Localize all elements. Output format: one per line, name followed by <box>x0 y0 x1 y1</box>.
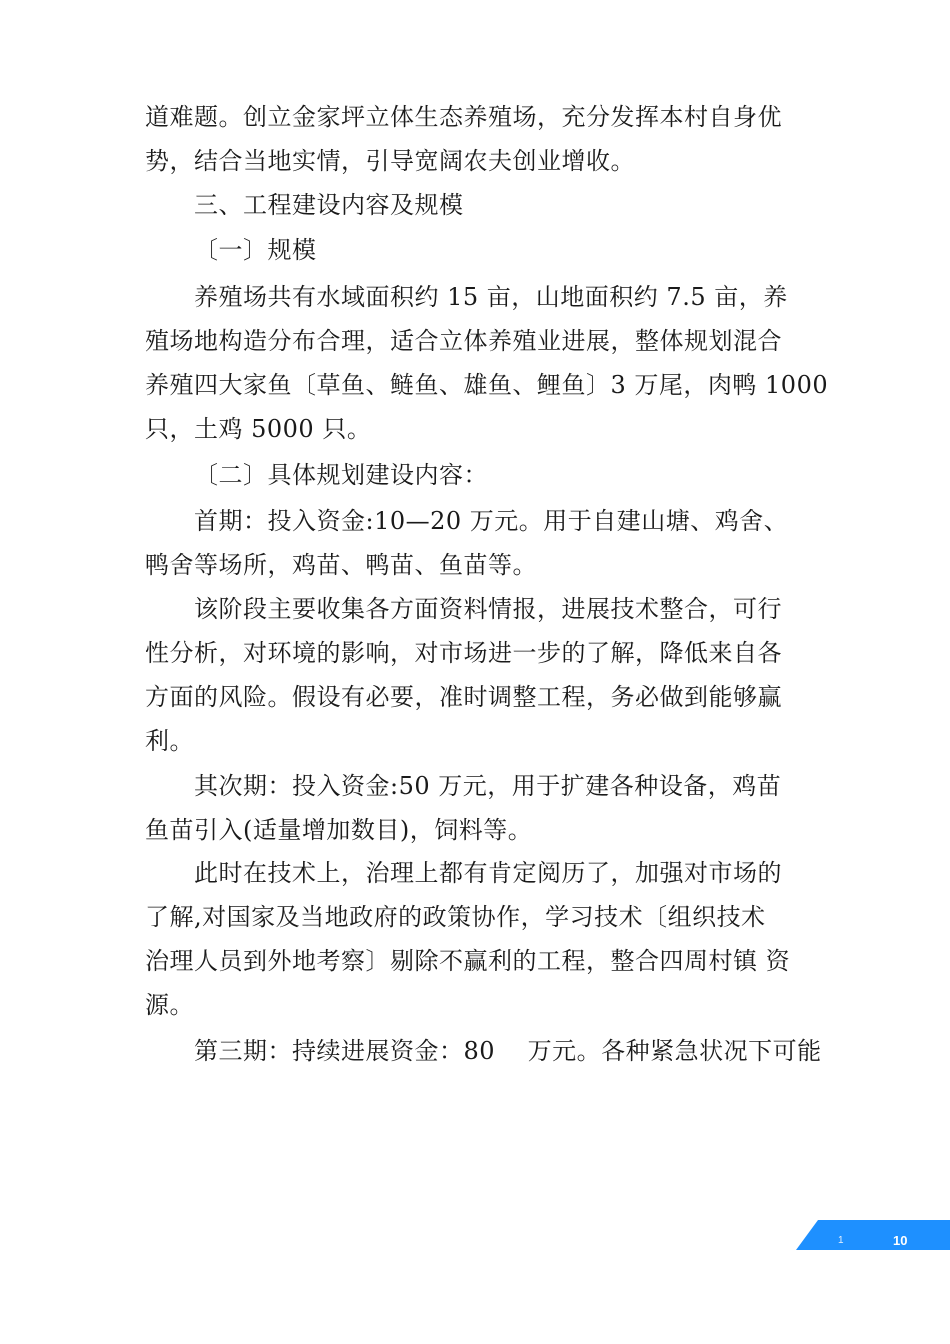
page-number: 10 <box>893 1233 908 1248</box>
text-line: 其次期：投入资金:50 万元，用于扩建各种设备，鸡苗 <box>194 772 782 800</box>
text-line: 方面的风险。假设有必要，准时调整工程，务必做到能够赢 <box>145 683 782 711</box>
section-heading: 三、工程建设内容及规模 <box>194 191 464 219</box>
text-line: 鸭舍等场所，鸡苗、鸭苗、鱼苗等。 <box>145 551 537 579</box>
subsection-heading: 〔二〕具体规划建设内容： <box>194 461 488 489</box>
text-line: 第三期：持续进展资金：80 万元。各种紧急状况下可能 <box>194 1037 822 1065</box>
text-line: 只，土鸡 5000 只。 <box>145 415 372 443</box>
text-line: 道难题。创立金家坪立体生态养殖场，充分发挥本村自身优 <box>145 103 782 131</box>
text-line: 性分析，对环境的影响，对市场进一步的了解，降低来自各 <box>145 639 782 667</box>
text-line: 势，结合当地实情，引导宽阔农夫创业增收。 <box>145 147 635 175</box>
text-line: 治理人员到外地考察〕剔除不赢利的工程，整合四周村镇 资 <box>145 947 791 975</box>
text-line: 利。 <box>145 727 194 755</box>
text-line: 该阶段主要收集各方面资料情报，进展技术整合，可行 <box>194 595 782 623</box>
text-line: 养殖场共有水域面积约 15 亩，山地面积约 7.5 亩，养 <box>194 283 788 311</box>
small-page-number: 1 <box>838 1235 844 1246</box>
text-line: 此时在技术上，治理上都有肯定阅历了，加强对市场的 <box>194 859 782 887</box>
page-number-bar <box>796 1220 950 1250</box>
text-line: 了解,对国家及当地政府的政策协作，学习技术〔组织技术 <box>145 903 766 931</box>
text-line: 源。 <box>145 991 194 1019</box>
text-line: 鱼苗引入(适量增加数目)，饲料等。 <box>145 816 533 844</box>
text-line: 殖场地构造分布合理，适合立体养殖业进展，整体规划混合 <box>145 327 782 355</box>
text-line: 养殖四大家鱼〔草鱼、鲢鱼、雄鱼、鲤鱼〕3 万尾，肉鸭 1000 <box>145 371 829 399</box>
text-line: 首期：投入资金:10—20 万元。用于自建山塘、鸡舍、 <box>194 507 789 535</box>
subsection-heading: 〔一〕规模 <box>194 236 317 264</box>
